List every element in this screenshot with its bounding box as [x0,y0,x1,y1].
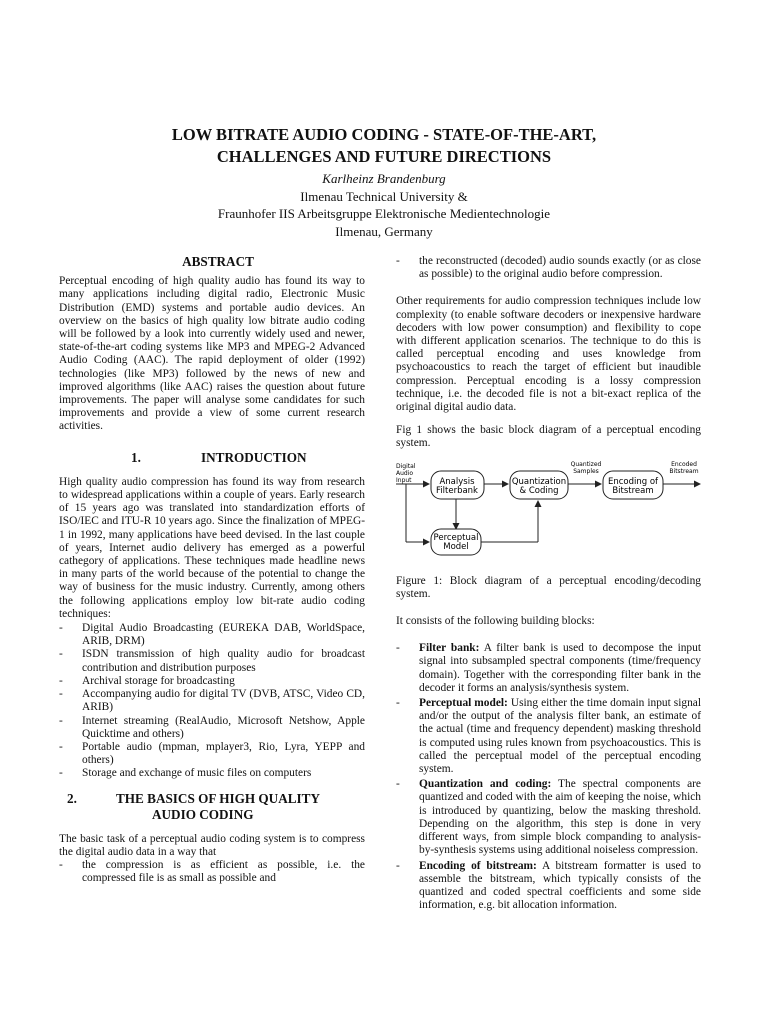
list-item: - Digital Audio Broadcasting (EUREKA DAB, WorldSpace, ARIB, DRM) [59,622,365,648]
figure-caption: Figure 1: Block diagram of a perceptual encoding/decoding system. [396,574,701,600]
list-item [396,642,701,695]
left-column [59,255,365,885]
affiliation-line-3: Ilmenau, Germany [335,223,433,239]
affiliation-line-2: Fraunhofer IIS Arbeitsgruppe Elektronische Medientechnologie [217,206,551,221]
diagram-output-label: Encoded Bitstream [669,460,699,475]
intro-title: INTRODUCTION [201,449,307,465]
basics-title-line-1: THE BASICS OF HIGH QUALITY [116,790,320,806]
right-column [396,255,701,914]
basics-heading [59,791,365,823]
basics-text: The basic task of a perceptual audio coding system is to compress the digital audio data in a way that [59,832,365,858]
author-name: Karlheinz Brandenburg [322,171,446,186]
list-item: - Portable audio (mpman, mplayer3, Rio, Lyra, YEPP and others) [59,741,365,767]
block-diagram [396,461,701,561]
list-item [396,778,701,857]
intro-heading [69,451,365,464]
paper-title [0,124,768,168]
diagram-input-label: Digital Audio Input [396,462,416,484]
basics-title-line-2: AUDIO CODING [152,806,254,822]
intro-text: High quality audio compression has found its way from research to widespread applications within a couple of years. Early research of 15 years ago was translated into standardization efforts of ISO/IEC and ITU-R 10 years ago. Since the finalization of MPEG-1 in 1992, many applications have beed devised. In the last couple of years, Internet audio delivery has emerged as a powerful cathegory of applications. These techniques made headline news in many parts of the world because of the potential to change the way of business for the music industry. Currently, among others the following applications employ low bit-rate audio coding techniques: [59,475,365,620]
block-description: A filter bank is used to decompose the input signal into subsampled spectral components (time/frequency domain). Together with the corresponding filter bank in the decoder it forms an analysis/synthesis system. [419,642,701,694]
list-item: - Archival storage for broadcasting [59,675,365,688]
abstract-text: Perceptual encoding of high quality audio has found its way to many applications including digital radio, Electronic Music Distribution (EMD) systems and portable audio devices. An overview on the basics of high quality low bitrate audio coding will be followed by a look into currently widely used and newer, state-of-the-art coding systems like MP3 and MPEG-2 Advanced Audio Coding (AAC). The rapid deployment of older (1992) technologies (like MP3) followed by the news of new and improved algorithms (like AAC) raises the question about future improvements. The paper will analyse some candidates for such improvements and provide a view of some current research activities. [59,275,365,433]
list-item: - Accompanying audio for digital TV (DVB, ATSC, Video CD, ARIB) [59,688,365,714]
block-term: Encoding of bitstream: [419,859,537,872]
svg-text:Encoding ofBitstream: Encoding of Bitstream [607,476,659,496]
requirements-list-continued [396,255,701,281]
list-item [396,697,701,776]
list-item: - the compression is as efficient as possible, i.e. the compressed file is as small as possible and [59,859,365,885]
block-description: The spectral components are quantized and coded with the aim of keeping the noise, which is introduced by quantizing, below the masking threshold. Depending on the algorithm, this step is done in very different ways, from simple block companding to analysis-by-synthesis systems using additional noiseless compression. [419,778,701,857]
intro-number: 1. [131,449,141,465]
blocks-intro: It consists of the following building blocks: [396,615,595,628]
applications-list [59,622,365,780]
list-item: - Storage and exchange of music files on computers [59,767,365,780]
building-blocks-list [396,642,701,912]
svg-text:PerceptualModel: Perceptual Model [433,532,479,552]
requirements-list [59,859,365,885]
block-term: Perceptual model: [419,697,508,710]
diagram-samples-label: Quantized Samples [570,460,602,475]
title-line-2: CHALLENGES AND FUTURE DIRECTIONS [216,147,552,166]
block-term: Filter bank: [419,642,480,655]
title-line-1: LOW BITRATE AUDIO CODING - STATE-OF-THE-ART, [171,125,597,144]
list-item [396,860,701,913]
block-description: Using either the time domain input signal and/or the output of the analysis filter bank, an estimate of the actual (time and frequency dependent) masking threshold is computed using rules known from psychoacoustics. This is called the perceptual model of the perceptual encoding system. [419,697,701,776]
requirements-paragraph: Other requirements for audio compression techniques include low complexity (to enable software decoders or inexpensive hardware decoders with low power consumption) and flexibility to cope with different application scenarios. The technique to do this is called perceptual encoding and uses knowledge from psychoacoustics to reach the target of efficient but inaudible compression. Perceptual encoding is a lossy compression technique, i.e. the decoded file is not a bit-exact replica of the original digital audio data. [396,295,701,414]
basics-number: 2. [67,790,77,806]
author-block [0,170,768,240]
block-term: Quantization and coding: [419,778,552,791]
svg-text:AnalysisFilterbank: Analysis Filterbank [436,476,478,496]
list-item: - the reconstructed (decoded) audio sounds exactly (or as close as possible) to the original audio before compression. [396,255,701,281]
affiliation-line-1: Ilmenau Technical University & [300,188,468,204]
block-description: A bitstream formatter is used to assemble the bitstream, which typically consists of the quantized and coded spectral coefficients and some side information, e.g. bit allocation information. [419,859,701,912]
figure-intro: Fig 1 shows the basic block diagram of a perceptual encoding system. [396,424,701,450]
list-item: - Internet streaming (RealAudio, Microsoft Netshow, Apple Quicktime and others) [59,715,365,741]
svg-text:Quantization& Coding: Quantization & Coding [511,476,567,496]
abstract-heading: ABSTRACT [182,254,254,269]
list-item: - ISDN transmission of high quality audio for broadcast contribution and distribution purposes [59,648,365,674]
